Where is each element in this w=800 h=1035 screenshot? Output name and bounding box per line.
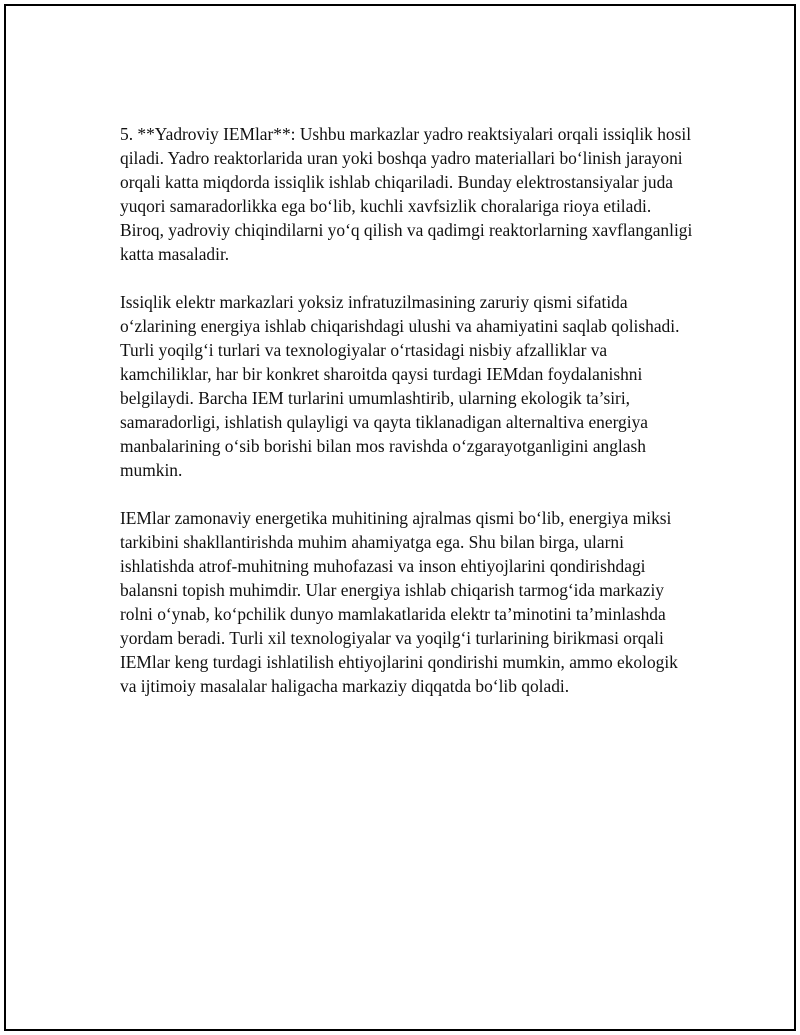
document-body bbox=[120, 122, 694, 722]
paragraph-iem-importance: Issiqlik elektr markazlari yoksiz infratuzilmasining zaruriy qismi sifatida o‘zlarining energiya ishlab chiqarishdagi ulushi va ahamiyatini saqlab qolishadi. Turli yoqilg‘i turlari va texnologiyalar o‘rtasidagi nisbiy afzalliklar va kamchiliklar, har bir konkret sharoitda qaysi turdagi IEMdan foydalanishni belgilaydi. Barcha IEM turlarini umumlashtirib, ularning ekologik ta’siri, samaradorligi, ishlatish qulayligi va qayta tiklanadigan alternaltiva energiya manbalarining o‘sib borishi bilan mos ravishda o‘zgarayotganligini anglash mumkin. bbox=[120, 292, 680, 480]
document-page bbox=[4, 4, 796, 1031]
paragraph-nuclear-iem: 5. **Yadroviy IEMlar**: Ushbu markazlar yadro reaktsiyalari orqali issiqlik hosil qiladi. Yadro reaktorlarida uran yoki boshqa yadro materiallari bo‘linish jarayoni orqali katta miqdorda issiqlik ishlab chiqariladi. Bunday elektrostansiyalar juda yuqori samaradorlikka ega bo‘lib, kuchli xavfsizlik choralariga rioya etiladi. Biroq, yadroviy chiqindilarni yo‘q qilish va qadimgi reaktorlarning xavflanganligi katta masaladir. bbox=[120, 124, 693, 264]
paragraph-iem-conclusion: IEMlar zamonaviy energetika muhitining ajralmas qismi bo‘lib, energiya miksi tarkibini shakllantirishda muhim ahamiyatga ega. Shu bilan birga, ularni ishlatishda atrof-muhitning muhofazasi va inson ehtiyojlarini qondirishdagi balansni topish muhimdir. Ular energiya ishlab chiqarish tarmog‘ida markaziy rolni o‘ynab, ko‘pchilik dunyo mamlakatlarida elektr ta’minotini ta’minlashda yordam beradi. Turli xil texnologiyalar va yoqilg‘i turlarining birikmasi orqali IEMlar keng turdagi ishlatilish ehtiyojlarini qondirishi mumkin, ammo ekologik va ijtimoiy masalalar haligacha markaziy diqqatda bo‘lib qoladi. bbox=[120, 508, 678, 696]
